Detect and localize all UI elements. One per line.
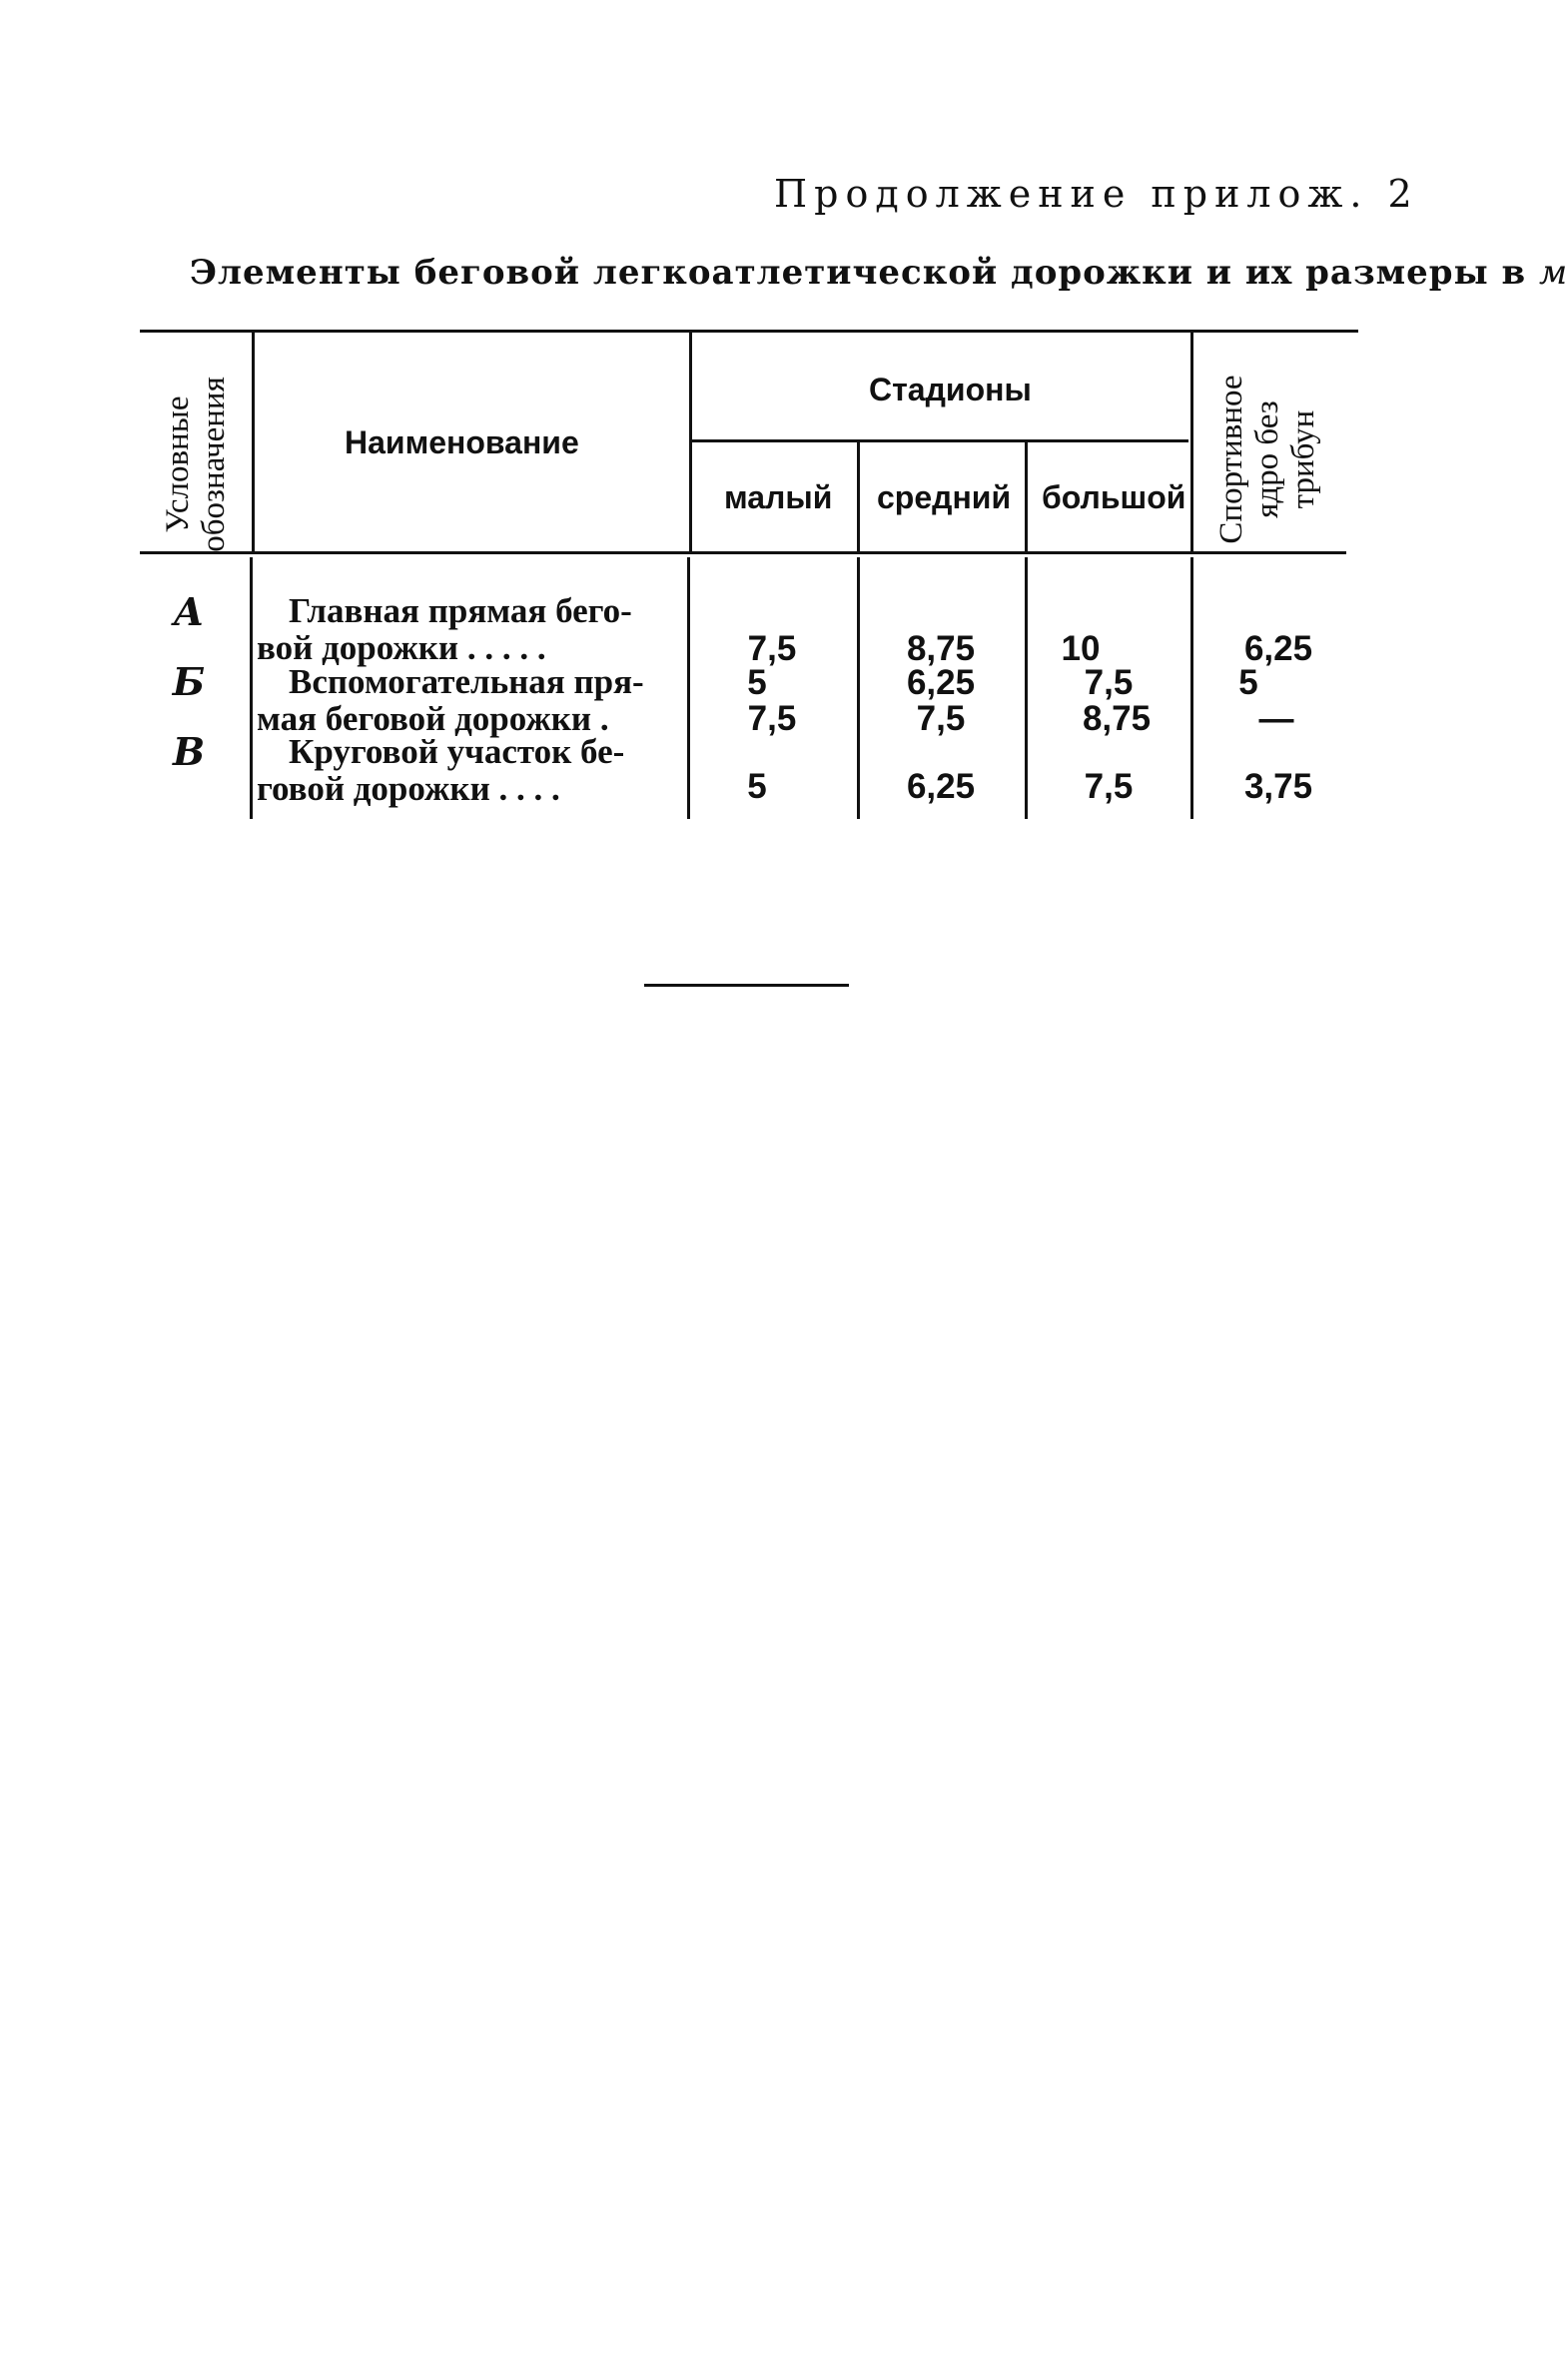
header-divider-5	[1190, 332, 1193, 551]
row-a-code: А	[173, 589, 205, 634]
row-v-name	[257, 733, 686, 807]
row-b-core-1: 5	[1238, 663, 1258, 702]
row-v-name-line2: говой дорожки . . . .	[257, 769, 560, 808]
row-v-code: В	[172, 729, 206, 774]
row-v-core: 3,75	[1243, 767, 1313, 806]
body-divider-2	[687, 557, 690, 819]
row-v-name-line1: Круговой участок бе-	[289, 732, 625, 771]
header-small: малый	[724, 479, 833, 515]
row-v-large: 7,5	[1084, 767, 1134, 806]
row-b-large-2: 8,75	[1082, 699, 1152, 738]
row-b-small-1: 5	[747, 663, 767, 702]
row-b-name-line2: мая беговой дорожки .	[257, 699, 609, 738]
row-b-large-1: 7,5	[1084, 663, 1134, 702]
header-large: большой	[1042, 479, 1186, 515]
row-b-name-line1: Вспомогательная пря-	[289, 662, 644, 701]
body-divider-1	[250, 557, 253, 819]
row-b-small-2: 7,5	[747, 699, 797, 738]
row-v-small: 5	[747, 767, 767, 806]
header-divider-1	[252, 332, 255, 551]
body-divider-4	[1025, 557, 1028, 819]
row-a-large: 10	[1061, 629, 1101, 668]
row-a-name-line1: Главная прямая бего-	[289, 591, 632, 630]
row-a-small: 7,5	[747, 629, 797, 668]
header-bottom-rule	[140, 551, 1346, 554]
row-v-medium: 6,25	[906, 767, 976, 806]
header-stadiums: Стадионы	[869, 372, 1032, 407]
header-divider-2	[689, 332, 692, 551]
stadiums-subheader-rule	[689, 439, 1188, 442]
dimensions-table	[0, 0, 1497, 899]
row-b-code: Б	[172, 659, 206, 704]
row-a-name-line2: вой дорожки . . . . .	[257, 628, 546, 667]
row-b-medium-1: 6,25	[906, 663, 976, 702]
end-rule	[644, 984, 849, 987]
table-title-unit: м	[1538, 253, 1568, 293]
header-name: Наименование	[345, 424, 579, 460]
header-sport-core: Спортивное ядро без трибун	[1213, 375, 1321, 544]
table-title-text: Элементы беговой легкоатлетической дорожки и их размеры в	[190, 253, 1527, 293]
header-divider-4	[1025, 441, 1028, 551]
row-a-name	[257, 592, 686, 666]
row-b-core-2: —	[1258, 699, 1294, 738]
row-a-medium: 8,75	[906, 629, 976, 668]
row-b-medium-2: 7,5	[916, 699, 966, 738]
body-divider-3	[857, 557, 860, 819]
continuation-header: Продолжение прилож. 2	[774, 172, 1419, 216]
row-a-core: 6,25	[1243, 629, 1313, 668]
table-top-rule	[140, 330, 1358, 333]
header-medium: средний	[877, 479, 1012, 515]
header-divider-3	[857, 441, 860, 551]
header-codes: Условные обозначения	[160, 377, 232, 552]
row-b-name	[257, 663, 686, 737]
